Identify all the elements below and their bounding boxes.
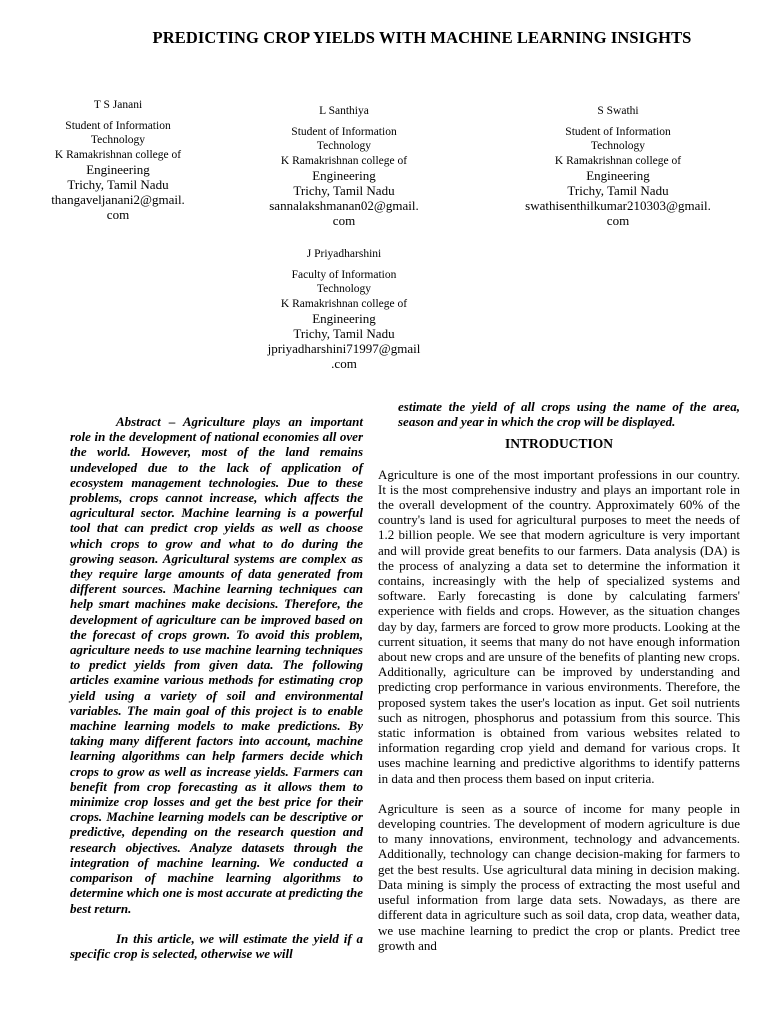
author-block-swathi [508, 104, 728, 228]
author-affiliation: K Ramakrishnan college of [280, 297, 408, 310]
author-email: swathisenthilkumar210303@gmail. [525, 198, 711, 213]
author-affiliation: Engineering [312, 168, 376, 183]
author-affiliation: Technology [316, 140, 372, 152]
author-email: com [106, 207, 130, 222]
right-column [378, 399, 740, 953]
introduction-paragraph: Agriculture is one of the most important professions in our country. It is the most comprehensive industry and plays an important role in the overall development of the country. Approximately 60% of the country's land is used for agricultural purposes to meet the needs of 1.2 billion people. We see that modern agriculture is very important and will provide great benefits to our farmers. Data analysis (DA) is the process of analyzing a data set to determine the information it contains, increasingly with the help of specialized systems and software. Early forecasting is done by calculating farmers' experience with fields and crops. However, as the situation changes day by day, farmers are forced to grow more products. Looking at the current situation, it seems that many do not have enough information about new crops and are unsure of the benefits of planting new crops. Additionally, agriculture can be improved by understanding and predicting crop performance in various environments. Therefore, the proposed system takes the user's location as input. Get soil nutrients such as nitrogen, phosphorus and potassium from this source. This static information is obtained from various websites related to information regarding crop yield and demand for various crops. It uses machine learning and predictive algorithms to identify patterns in data and then process them based on input criteria. [378, 466, 740, 786]
author-affiliation: Technology [316, 283, 372, 295]
author-affiliation: Engineering [312, 311, 376, 326]
introduction-paragraph: Agriculture is seen as a source of income for many people in developing countries. The development of modern agriculture is due to many innovations, environment, technology and advancements. Additionally, technology can change decision-making for farmers to get the best results. Use agricultural data mining in decision making. Data mining is simply the process of extracting the most useful and useful information from large data sets. Nowadays, as there are different data in agriculture such as soil data, crop data, weather data, we use machine learning to predict the crop or plants. Predict tree growth and [378, 800, 740, 953]
left-column [70, 414, 363, 961]
author-location: Trichy, Tamil Nadu [293, 183, 395, 198]
author-block-janani [38, 98, 198, 222]
author-name: S Swathi [597, 105, 639, 117]
author-email: thangaveljanani2@gmail. [51, 192, 185, 207]
author-affiliation: Engineering [86, 162, 150, 177]
author-affiliation: Student of Information [565, 125, 671, 138]
author-email: jpriyadharshini71997@gmail [267, 341, 421, 356]
author-affiliation: Faculty of Information [291, 268, 397, 281]
author-name: L Santhiya [319, 105, 369, 117]
section-heading-introduction: INTRODUCTION [504, 436, 613, 452]
author-location: Trichy, Tamil Nadu [293, 326, 395, 341]
author-name: T S Janani [93, 99, 143, 111]
abstract-paragraph: In this article, we will estimate the yield if a specific crop is selected, otherwise we will [70, 930, 363, 961]
author-location: Trichy, Tamil Nadu [67, 177, 169, 192]
author-affiliation: Engineering [586, 168, 650, 183]
paper-title: PREDICTING CROP YIELDS WITH MACHINE LEARNING INSIGHTS [152, 28, 692, 47]
author-affiliation: K Ramakrishnan college of [554, 154, 682, 167]
author-name: J Priyadharshini [306, 248, 382, 260]
author-affiliation: Student of Information [65, 119, 171, 132]
abstract-paragraph: Abstract – Agriculture plays an important role in the development of national economies all over the world. However, most of the land remains undeveloped due to the lack of application of ecosystem management technologies. Due to these problems, crops cannot increase, which affects the agricultural sector. Machine learning is a powerful tool that can predict crop yields as well as choose which crops to grow and what to do during the growing season. Agricultural systems are complex as they require large amounts of data generated from different sources. Machine learning techniques can help smart machines make decisions. Therefore, the development of agriculture can be improved based on the forecast of crops grown. To avoid this problem, agriculture needs to use machine learning techniques to predict yields from given data. The following articles examine various methods for estimating crop yield using a variety of soil and environmental variables. The main goal of this project is to enable machine learning models to make predictions. By taking many different factors into account, machine learning algorithms can help farmers decide which crops to grow as well as increase yields. Farmers can benefit from crop forecasting as it allows them to minimize crop losses and get the best price for their crops. Machine learning models can be descriptive or predictive, depending on the research question and research objectives. Analyze datasets through the integration of machine learning. We conducted a comparison of machine learning algorithms to determine which one is most accurate at predicting the best return. [70, 414, 363, 916]
author-location: Trichy, Tamil Nadu [567, 183, 669, 198]
author-email: .com [331, 356, 357, 371]
author-affiliation: Student of Information [291, 125, 397, 138]
author-affiliation: K Ramakrishnan college of [280, 154, 408, 167]
author-block-priyadharshini [256, 247, 432, 371]
author-affiliation: Technology [590, 140, 646, 152]
author-email: sannalakshmanan02@gmail. [269, 198, 419, 213]
abstract-continuation: estimate the yield of all crops using the name of the area, season and year in which the crop will be displayed. [398, 399, 740, 430]
author-affiliation: Technology [90, 134, 146, 146]
author-block-santhiya [256, 104, 432, 228]
author-email: com [332, 213, 356, 228]
author-email: com [606, 213, 630, 228]
author-affiliation: K Ramakrishnan college of [54, 148, 182, 161]
